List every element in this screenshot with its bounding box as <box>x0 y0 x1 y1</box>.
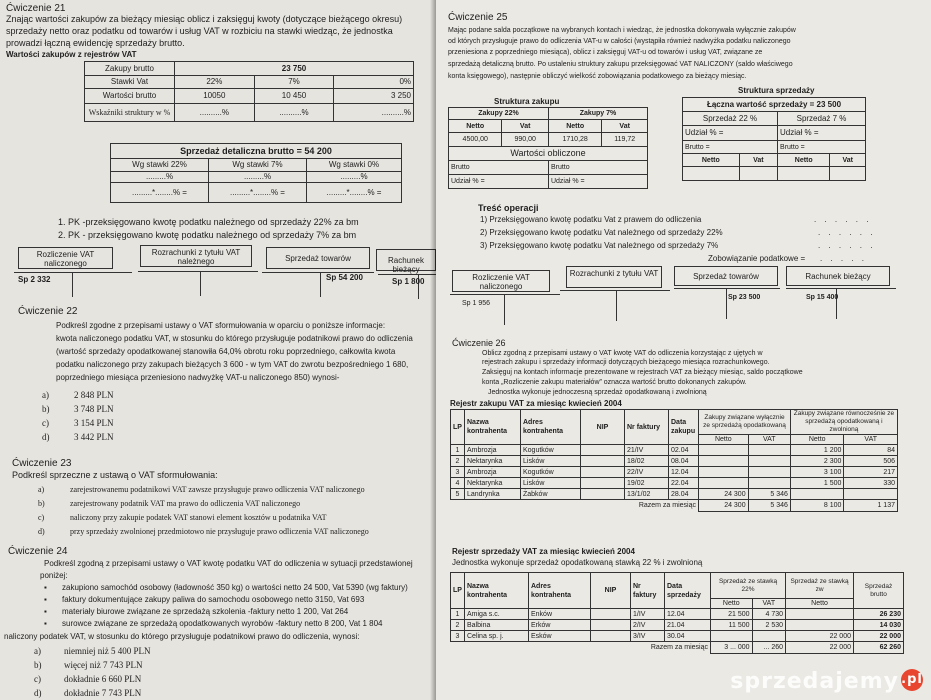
table-cell <box>699 478 749 489</box>
table-cell: 1 200 <box>790 445 844 456</box>
table-cell: 3/IV <box>631 631 665 642</box>
watermark-text: sprzedajemy <box>730 669 899 694</box>
sales-structure-title: Struktura sprzedaży <box>738 86 815 95</box>
table-cell: 5 <box>451 489 465 500</box>
cell: 4500,00 <box>449 133 502 147</box>
table-cell: 30.04 <box>665 631 711 642</box>
cell: Sprzedaż brutto <box>854 573 904 609</box>
table-cell: 84 <box>844 445 898 456</box>
cell: ..........% <box>334 104 414 122</box>
table-cell: Lisków <box>521 478 581 489</box>
retail-sales-table <box>110 143 402 203</box>
ex24-bullet: materiały biurowe związane ze sprzedażą szkolenia -faktury netto 1 200, Vat 264 <box>62 607 349 616</box>
cell: Łączna wartość sprzedaży = 23 500 <box>683 98 866 112</box>
table-cell: 506 <box>844 456 898 467</box>
table-row <box>451 489 898 500</box>
header-text: Nr faktury <box>633 582 657 599</box>
right-page <box>436 0 931 700</box>
ex26-title: Ćwiczenie 26 <box>452 338 506 348</box>
cell: .........% <box>111 172 209 183</box>
option-text[interactable]: 3 154 PLN <box>74 418 114 428</box>
cell: 62 260 <box>854 642 904 654</box>
cell: Wartości obliczone <box>449 147 648 161</box>
table-cell <box>581 489 625 500</box>
cell: Razem za miesiąc <box>451 642 711 654</box>
ex21-text-line: Znając wartości zakupów za bieżący miesiąc oblicz i zaksięguj kwoty (dotyczące bieżącego okresu) <box>6 14 403 24</box>
option-letter: d) <box>34 688 42 698</box>
account-opening-balance: Sp 23 500 <box>728 294 761 301</box>
table-cell: Esków <box>529 631 591 642</box>
cell: Sprzedaż 22 % <box>683 112 778 126</box>
table-cell: 1 <box>451 445 465 456</box>
account-box: Rozliczenie VAT naliczonego <box>18 247 113 269</box>
cell: 0% <box>334 76 414 89</box>
cell: Stawki Vat <box>85 76 175 89</box>
cell: 22% <box>175 76 255 89</box>
table-row <box>451 631 904 642</box>
dotted-blank: . . . . . . <box>818 241 876 250</box>
cell <box>739 167 777 181</box>
cell: 8 100 <box>790 500 844 512</box>
purchase-structure-table <box>448 107 648 189</box>
ex25-text-line: sprzedażą detaliczną brutto. Po ustaleniu struktury zakupu przeksięgować VAT NALICZONY (saldo właściwego <box>448 61 793 68</box>
cell: Brutto <box>449 161 549 175</box>
table-cell: 2 530 <box>752 620 786 631</box>
header-text: Adres kontrahenta <box>523 419 564 435</box>
table-cell: 11 500 <box>711 620 753 631</box>
table-cell: 21.04 <box>665 620 711 631</box>
table-cell <box>591 609 631 620</box>
table-row <box>451 620 904 631</box>
ex24-title: Ćwiczenie 24 <box>8 546 68 557</box>
table-cell: Enków <box>529 609 591 620</box>
cell: VAT <box>752 599 786 609</box>
header-text: Nr faktury <box>627 423 661 431</box>
cell: Zakupy związane równocześnie ze sprzedażą opodatkowaną i zwolnioną <box>790 410 897 435</box>
cell <box>521 410 581 445</box>
cell: Udział % = <box>548 175 647 189</box>
account-opening-balance: Sp 15 400 <box>806 294 839 301</box>
cell: Sprzedaż detaliczna brutto = 54 200 <box>111 144 402 159</box>
ex24-bullet: zakupiono samochód osobowy (ładowność 350 kg) o wartości netto 24 500, Vat 5390 (wg faktury) <box>62 583 408 592</box>
cell: Udział % = <box>449 175 549 189</box>
table-cell: Erków <box>529 620 591 631</box>
table-cell: 1 500 <box>790 478 844 489</box>
table-cell: Amiga s.c. <box>465 609 529 620</box>
ex24-text-line: Podkreśl zgodną z przepisami ustawy o VAT kwotę podatku VAT do odliczenia w sytuacji przedstawionej <box>44 559 413 568</box>
table-cell <box>786 609 854 620</box>
account-opening-balance: Sp 1 956 <box>462 300 491 307</box>
option-letter: a) <box>42 390 49 400</box>
cell: Sprzedaż ze stawką zw <box>786 573 854 599</box>
cell: Netto <box>449 120 502 133</box>
ex23-title: Ćwiczenie 23 <box>12 458 72 469</box>
cell <box>465 573 529 609</box>
option-letter: c) <box>34 674 41 684</box>
cell: Sprzedaż 7 % <box>778 112 866 126</box>
cell: .........*........% = <box>209 183 307 203</box>
account-box: Rozliczenie VAT naliczonego <box>452 270 550 292</box>
ex22-text-line: (wartość sprzedaży opodatkowanej stanowiła 64,0% obrotu roku poprzedniego, całkowita kwota <box>56 347 396 356</box>
cell: 990,00 <box>502 133 549 147</box>
table-row <box>451 467 898 478</box>
ex21-text-line: sprzedaży netto oraz podatku od towarów i usług VAT w rozbiciu na stawki wiedząc, że jednostka <box>6 26 393 36</box>
t-account <box>138 271 258 295</box>
table-cell <box>748 456 790 467</box>
cell: Wg stawki 0% <box>307 159 402 172</box>
table-cell: 14 030 <box>854 620 904 631</box>
table-cell: 2 <box>451 456 465 467</box>
cell: 10 450 <box>254 89 334 104</box>
table-cell: 330 <box>844 478 898 489</box>
cell: Vat <box>739 154 777 167</box>
table-cell: 3 100 <box>790 467 844 478</box>
cell: Zakupy 22% <box>449 108 549 120</box>
option-text[interactable]: przy sprzedaży zwolnionej przedmiotowo nie przysługuje prawo odliczenia VAT naliczonego <box>70 527 369 536</box>
cell <box>665 573 711 609</box>
table-cell: 2 <box>451 620 465 631</box>
operation-item: 3) Przeksięgowano kwotę podatku Vat należnego od sprzedaży 7% <box>480 241 719 250</box>
cell <box>669 410 699 445</box>
option-letter: a) <box>34 646 41 656</box>
cell: LP <box>451 410 465 445</box>
table-cell <box>581 445 625 456</box>
ex25-text-line: od których przysługuje prawo do odliczenia VAT-u w całości (wystąpiła również nadwyżka podatku naliczonego <box>448 38 791 45</box>
ex22-title: Ćwiczenie 22 <box>18 306 78 317</box>
dotted-blank: . . . . . <box>820 254 868 263</box>
table-cell: Kogutków <box>521 467 581 478</box>
cell: 24 300 <box>699 500 749 512</box>
table-cell: 1/IV <box>631 609 665 620</box>
cell: 119,72 <box>602 133 648 147</box>
purchase-structure-title: Struktura zakupu <box>494 97 560 106</box>
table-cell: Ambrozja <box>465 445 521 456</box>
sales-register-table <box>450 572 904 654</box>
cell: Wg stawki 22% <box>111 159 209 172</box>
dotted-blank: . . . . . . <box>814 215 872 224</box>
watermark-logo <box>730 669 923 694</box>
left-page <box>0 0 436 700</box>
table-cell <box>844 489 898 500</box>
table-cell: 22.04 <box>669 478 699 489</box>
ex23-lead: Podkreśl sprzeczne z ustawą o VAT sformułowania: <box>12 470 218 480</box>
option-letter: c) <box>38 513 45 522</box>
cell: ..........% <box>175 104 255 122</box>
ex25-text-line: konta księgowego), następnie obliczyć wielkość zobowiązania podatkowego za bieżący miesiąc. <box>448 73 747 80</box>
table-cell: 1 <box>451 609 465 620</box>
cell: Netto <box>548 120 601 133</box>
operations-title: Treść operacji <box>478 203 539 213</box>
bullet-icon: ▪ <box>44 595 47 604</box>
ex21-text-line: prowadzi łączną ewidencję sprzedaży brutto. <box>6 38 185 48</box>
cell: Vat <box>830 154 866 167</box>
sales-register-subtitle: Jednostka wykonuje sprzedaż opodatkowaną stawką 22 % i zwolnioną <box>452 558 703 567</box>
table-cell <box>581 478 625 489</box>
account-opening-balance: Sp 2 332 <box>18 275 51 284</box>
table-row <box>451 478 898 489</box>
header-text: Data zakupu <box>671 419 696 435</box>
t-account <box>786 288 896 318</box>
ex26-text-line: konta „Rozliczenie zakupu materiałów” oznacza wartość brutto dokonanych zakupów. <box>482 379 747 386</box>
account-box: Rozrachunki z tytułu VAT <box>566 266 662 288</box>
cell: Brutto = <box>683 141 778 154</box>
table-row <box>451 609 904 620</box>
cell: Vat <box>502 120 549 133</box>
cell: LP <box>451 573 465 609</box>
table-cell: 2/IV <box>631 620 665 631</box>
table-cell <box>748 445 790 456</box>
table-cell: Balbina <box>465 620 529 631</box>
table-cell <box>581 456 625 467</box>
table-cell: Celina sp. j. <box>465 631 529 642</box>
table-cell <box>591 620 631 631</box>
cell: 3 250 <box>334 89 414 104</box>
table-cell: 22 000 <box>786 631 854 642</box>
cell: Netto <box>683 154 740 167</box>
ex21-item: 1. PK -przeksięgowano kwotę podatku należnego od sprzedaży 22% za bm <box>58 217 359 227</box>
cell: Zakupy brutto <box>85 62 175 76</box>
option-text[interactable]: 2 848 PLN <box>74 390 114 400</box>
cell: Brutto <box>548 161 647 175</box>
table-cell: 12.04 <box>669 467 699 478</box>
ex21-struct-title: Wartości zakupów z rejestrów VAT <box>6 50 137 59</box>
table-cell: Ambrozja <box>465 467 521 478</box>
sales-register-title: Rejestr sprzedaży VAT za miesiąc kwiecień 2004 <box>452 547 635 556</box>
dotted-blank: . . . . . . <box>818 228 876 237</box>
ex26-text-line: Zaksięguj na kontach informacje prezentowane w rejestrach VAT za bieżący miesiąc, saldo początkowe <box>482 369 803 376</box>
sales-register-rows <box>451 609 904 642</box>
account-opening-balance: Sp 54 200 <box>326 273 363 282</box>
table-cell: 28.04 <box>669 489 699 500</box>
table-cell <box>786 620 854 631</box>
table-cell: Nektarynka <box>465 478 521 489</box>
table-cell: Kogutków <box>521 445 581 456</box>
cell: NIP <box>581 410 625 445</box>
ex25-text-line: przeniesiona z poprzedniego miesiąca), oblicz i zaksięguj VAT-u od towarów i usług VAT, związane ze <box>448 49 763 56</box>
ex25-text-line: Mając podane salda początkowe na wybranych kontach i wiedząc, że jednostka dokonywała wyłącznie zakupów <box>448 27 796 34</box>
purchases-structure-table <box>84 61 414 122</box>
ex24-text-line: poniżej: <box>40 571 68 580</box>
option-text[interactable]: zarejestrowanemu podatnikowi VAT zawsze przysługuje prawo odliczenia VAT naliczonego <box>70 485 365 494</box>
table-cell: 12.04 <box>665 609 711 620</box>
table-cell: Nektarynka <box>465 456 521 467</box>
bullet-icon: ▪ <box>44 619 47 628</box>
option-letter: d) <box>42 432 50 442</box>
ex22-text-line: podatku naliczonego przy zakupach bieżących 3 600 - w tym VAT do zwrotu bezpośredniego 1 680, <box>56 360 409 369</box>
table-cell: 21 500 <box>711 609 753 620</box>
option-text[interactable]: niemniej niż 5 400 PLN <box>64 646 151 656</box>
table-cell: 3 <box>451 631 465 642</box>
cell: Netto <box>778 154 830 167</box>
table-cell: 22/IV <box>625 467 669 478</box>
table-cell <box>711 631 753 642</box>
cell: ... 260 <box>752 642 786 654</box>
option-text[interactable]: naliczony przy zakupie podatek VAT stanowi element kosztów u podatnika VAT <box>70 513 327 522</box>
bullet-icon: ▪ <box>44 607 47 616</box>
cell: Netto <box>790 435 844 445</box>
ex24-bullet: surowce związane ze sprzedażą opodatkowanych wyrobów -faktury netto 8 200, Vat 1 804 <box>62 619 383 628</box>
table-row <box>451 456 898 467</box>
table-cell <box>699 467 749 478</box>
cell: .........*........% = <box>111 183 209 203</box>
cell: Udział % = <box>778 126 866 141</box>
account-box: Sprzedaż towarów <box>266 247 370 269</box>
cell: NIP <box>591 573 631 609</box>
cell: Razem za miesiąc <box>451 500 699 512</box>
option-text[interactable]: dokładnie 7 743 PLN <box>64 688 142 698</box>
sales-structure-table <box>682 97 866 181</box>
account-opening-balance: Sp 1 800 <box>392 277 425 286</box>
cell: Wartości brutto <box>85 89 175 104</box>
cell: Netto <box>786 599 854 609</box>
header-text: Nazwa kontrahenta <box>467 419 508 435</box>
cell: Udział % = <box>683 126 778 141</box>
cell: Netto <box>711 599 753 609</box>
cell: Wg stawki 7% <box>209 159 307 172</box>
watermark-tld: .pl <box>901 669 923 691</box>
table-cell <box>591 631 631 642</box>
cell: 3 ... 000 <box>711 642 753 654</box>
table-cell: 19/02 <box>625 478 669 489</box>
table-cell: Żabków <box>521 489 581 500</box>
cell: 10050 <box>175 89 255 104</box>
table-cell: 26 230 <box>854 609 904 620</box>
operation-item: 2) Przeksięgowano kwotę podatku Vat należnego od sprzedaży 22% <box>480 228 723 237</box>
header-text: Adres kontrahenta <box>531 582 572 599</box>
tax-liability-label: Zobowiązanie podatkowe = <box>708 254 806 263</box>
account-box: Rachunek bieżący <box>786 266 890 286</box>
option-letter: a) <box>38 485 45 494</box>
ex26-text-line: Jednostka wykonuje jednoczesną sprzedaż opodatkowaną i zwolnioną <box>488 389 707 396</box>
cell: VAT <box>844 435 898 445</box>
table-cell: 22 000 <box>854 631 904 642</box>
account-box: Rozrachunki z tytułu VAT należnego <box>140 245 252 267</box>
table-row <box>451 445 898 456</box>
cell: .........% <box>307 172 402 183</box>
cell: 23 750 <box>175 62 414 76</box>
cell: VAT <box>748 435 790 445</box>
table-cell <box>581 467 625 478</box>
cell <box>631 573 665 609</box>
cell: .........*........% = <box>307 183 402 203</box>
purchase-register-title: Rejestr zakupu VAT za miesiąc kwiecień 2004 <box>450 399 622 408</box>
cell: Zakupy 7% <box>548 108 647 120</box>
table-cell <box>752 631 786 642</box>
option-letter: b) <box>42 404 50 414</box>
account-box: Rachunek bieżący <box>376 249 436 271</box>
header-text: Nazwa kontrahenta <box>467 582 508 599</box>
cell <box>830 167 866 181</box>
ex21-item: 2. PK - przeksięgowano kwotę podatku należnego od sprzedaży 7% za bm <box>58 230 357 240</box>
ex22-text-line: kwota naliczonego podatku VAT, w stosunku do którego przysługuje podatnikowi prawo do odliczenia <box>56 334 413 343</box>
option-text[interactable]: 3 442 PLN <box>74 432 114 442</box>
table-cell: 02.04 <box>669 445 699 456</box>
cell: Vat <box>602 120 648 133</box>
option-text[interactable]: 3 748 PLN <box>74 404 114 414</box>
table-cell: 13/1/02 <box>625 489 669 500</box>
table-cell: 18/02 <box>625 456 669 467</box>
table-cell: 21/IV <box>625 445 669 456</box>
cell <box>625 410 669 445</box>
table-cell: 217 <box>844 467 898 478</box>
option-letter: d) <box>38 527 45 536</box>
table-cell: 4 <box>451 478 465 489</box>
table-cell: 2 300 <box>790 456 844 467</box>
option-letter: c) <box>42 418 49 428</box>
cell <box>465 410 521 445</box>
cell: 22 000 <box>786 642 854 654</box>
cell <box>778 167 830 181</box>
ex24-tail: naliczony podatek VAT, w stosunku do którego przysługuje podatnikowi prawo do odliczenia, wynosi: <box>4 632 360 641</box>
cell <box>529 573 591 609</box>
ex24-bullet: faktury dokumentujące zakupy paliwa do samochodu osobowego netto 3150, Vat 693 <box>62 595 365 604</box>
option-letter: b) <box>34 660 42 670</box>
cell: Brutto = <box>778 141 866 154</box>
table-cell: Landrynka <box>465 489 521 500</box>
cell: 5 346 <box>748 500 790 512</box>
cell: ..........% <box>254 104 334 122</box>
option-letter: b) <box>38 499 45 508</box>
t-account <box>560 290 670 320</box>
option-text[interactable]: więcej niż 7 743 PLN <box>64 660 143 670</box>
ex26-text-line: rejestrach zakupu i sprzedaży informacji dotyczących bieżącego miesiąca rozrachunkowego. <box>482 359 770 366</box>
table-cell: 5 346 <box>748 489 790 500</box>
ex26-text-line: Oblicz zgodną z przepisami ustawy o VAT kwotę VAT do odliczenia korzystając z ujętych w <box>482 350 763 357</box>
ex21-title: Ćwiczenie 21 <box>6 3 66 14</box>
header-text: Data sprzedaży <box>667 582 701 599</box>
purchase-register-rows <box>451 445 898 500</box>
account-box: Sprzedaż towarów <box>674 266 778 286</box>
table-cell <box>748 478 790 489</box>
ex22-text-line: Podkreśl zgodne z przepisami ustawy o VAT sformułowania w oparciu o poniższe informacje: <box>56 321 386 330</box>
cell: 7% <box>254 76 334 89</box>
ex22-text-line: poprzedniego miesiąca przeniesiono nadwyżkę VAT-u naliczonego 850) wynosi- <box>56 373 340 382</box>
cell: Sprzedaż ze stawką 22% <box>711 573 786 599</box>
table-cell: 3 <box>451 467 465 478</box>
cell: Netto <box>699 435 749 445</box>
table-cell <box>748 467 790 478</box>
option-text[interactable]: zarejestrowany podatnik VAT ma prawo do odliczenia VAT naliczonego <box>70 499 301 508</box>
purchase-register-table <box>450 409 898 512</box>
cell <box>683 167 740 181</box>
table-cell: 4 730 <box>752 609 786 620</box>
ex25-title: Ćwiczenie 25 <box>448 12 508 23</box>
table-cell <box>699 456 749 467</box>
cell: 1710,28 <box>548 133 601 147</box>
table-cell: Lisków <box>521 456 581 467</box>
t-account <box>674 288 780 318</box>
option-text[interactable]: dokładnie 6 660 PLN <box>64 674 142 684</box>
cell: Wskaźniki struktury w % <box>85 104 175 122</box>
cell: .........% <box>209 172 307 183</box>
table-cell <box>790 489 844 500</box>
cell: Zakupy związane wyłącznie ze sprzedażą opodatkowaną <box>699 410 791 435</box>
table-cell <box>699 445 749 456</box>
table-cell: 24 300 <box>699 489 749 500</box>
table-cell: 08.04 <box>669 456 699 467</box>
bullet-icon: ▪ <box>44 583 47 592</box>
operation-item: 1) Przeksięgowano kwotę podatku Vat z prawem do odliczenia <box>480 215 702 224</box>
cell: 1 137 <box>844 500 898 512</box>
